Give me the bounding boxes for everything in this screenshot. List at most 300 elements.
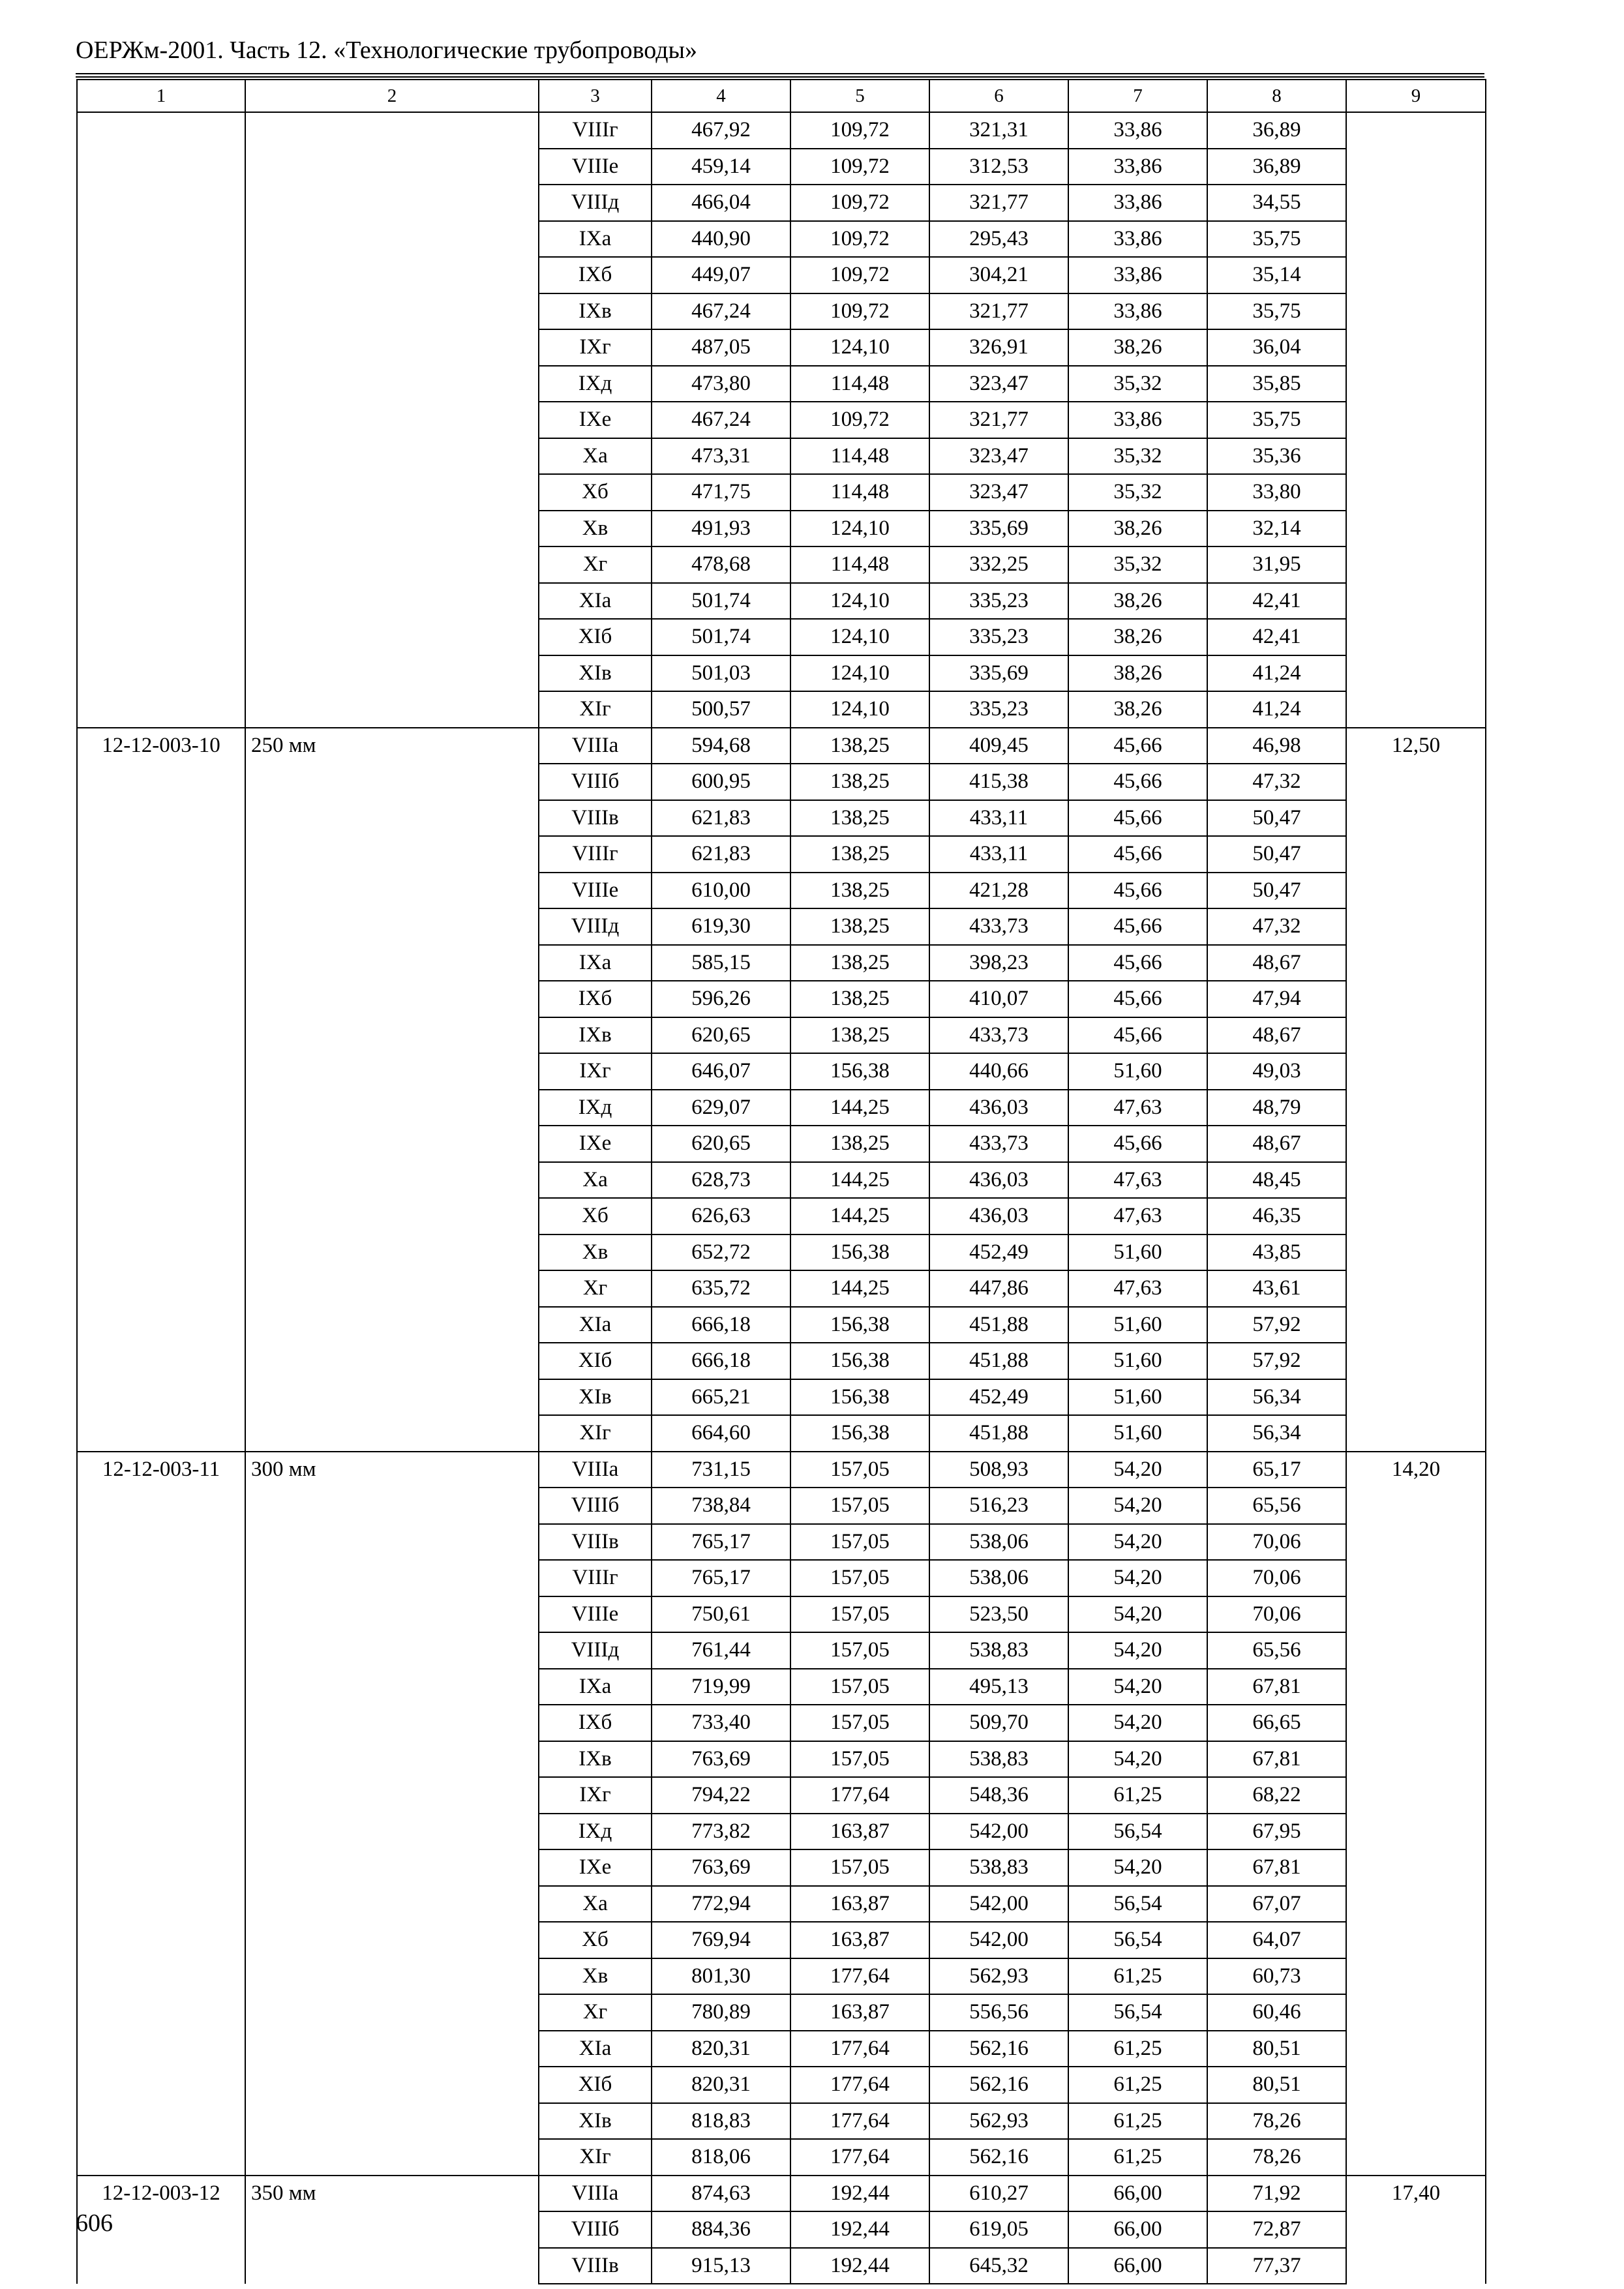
wages-cell: 109,72 xyxy=(790,112,929,149)
pipe-size-cell: 300 мм xyxy=(245,1452,539,2176)
materials-cell: 67,81 xyxy=(1207,1669,1346,1705)
materials-cell: 47,32 xyxy=(1207,908,1346,945)
machinist-wages-cell: 51,60 xyxy=(1068,1234,1207,1271)
machines-cell: 548,36 xyxy=(929,1777,1068,1814)
machinist-wages-cell: 38,26 xyxy=(1068,511,1207,547)
materials-cell: 48,79 xyxy=(1207,1090,1346,1126)
machines-cell: 433,73 xyxy=(929,908,1068,945)
wages-cell: 109,72 xyxy=(790,293,929,330)
machines-cell: 410,07 xyxy=(929,981,1068,1017)
wages-cell: 138,25 xyxy=(790,908,929,945)
total-cost-cell: 585,15 xyxy=(652,945,790,981)
machinist-wages-cell: 66,00 xyxy=(1068,2248,1207,2284)
category-cell: VIIIв xyxy=(539,800,652,837)
total-cost-cell: 621,83 xyxy=(652,836,790,873)
wages-cell: 138,25 xyxy=(790,981,929,1017)
machinist-wages-cell: 51,60 xyxy=(1068,1379,1207,1416)
total-cost-cell: 449,07 xyxy=(652,257,790,293)
category-cell: VIIIг xyxy=(539,836,652,873)
machines-cell: 323,47 xyxy=(929,438,1068,475)
machines-cell: 452,49 xyxy=(929,1379,1068,1416)
total-cost-cell: 629,07 xyxy=(652,1090,790,1126)
materials-cell: 50,47 xyxy=(1207,836,1346,873)
machinist-wages-cell: 33,86 xyxy=(1068,402,1207,438)
wages-cell: 124,10 xyxy=(790,619,929,655)
machinist-wages-cell: 33,86 xyxy=(1068,221,1207,258)
machines-cell: 436,03 xyxy=(929,1090,1068,1126)
total-cost-cell: 750,61 xyxy=(652,1596,790,1633)
category-cell: IXa xyxy=(539,1669,652,1705)
wages-cell: 109,72 xyxy=(790,185,929,221)
category-cell: XIв xyxy=(539,655,652,692)
category-cell: VIIIг xyxy=(539,112,652,149)
wages-cell: 144,25 xyxy=(790,1162,929,1199)
wages-cell: 156,38 xyxy=(790,1343,929,1379)
category-cell: IXд xyxy=(539,1814,652,1850)
category-cell: Xв xyxy=(539,511,652,547)
materials-cell: 48,45 xyxy=(1207,1162,1346,1199)
machinist-wages-cell: 45,66 xyxy=(1068,728,1207,764)
wages-cell: 156,38 xyxy=(790,1415,929,1452)
wages-cell: 177,64 xyxy=(790,2139,929,2176)
total-cost-cell: 620,65 xyxy=(652,1126,790,1162)
wages-cell: 109,72 xyxy=(790,257,929,293)
machinist-wages-cell: 45,66 xyxy=(1068,800,1207,837)
total-cost-cell: 761,44 xyxy=(652,1632,790,1669)
total-cost-cell: 884,36 xyxy=(652,2211,790,2248)
category-cell: IXв xyxy=(539,293,652,330)
materials-cell: 67,95 xyxy=(1207,1814,1346,1850)
wages-cell: 156,38 xyxy=(790,1379,929,1416)
category-cell: IXб xyxy=(539,1705,652,1741)
page-number: 606 xyxy=(76,2209,113,2237)
machines-cell: 538,83 xyxy=(929,1849,1068,1886)
wages-cell: 138,25 xyxy=(790,728,929,764)
pipe-size-cell: 250 мм xyxy=(245,728,539,1452)
machines-cell: 509,70 xyxy=(929,1705,1068,1741)
total-cost-cell: 459,14 xyxy=(652,149,790,185)
category-cell: IXe xyxy=(539,1126,652,1162)
total-cost-cell: 471,75 xyxy=(652,474,790,511)
materials-cell: 78,26 xyxy=(1207,2103,1346,2140)
machines-cell: 335,23 xyxy=(929,583,1068,620)
table-row xyxy=(77,728,1486,764)
pipe-size-cell xyxy=(245,112,539,728)
category-cell: VIIIб xyxy=(539,1488,652,1524)
machinist-wages-cell: 45,66 xyxy=(1068,945,1207,981)
materials-cell: 64,07 xyxy=(1207,1922,1346,1958)
total-cost-cell: 487,05 xyxy=(652,329,790,366)
machinist-wages-cell: 54,20 xyxy=(1068,1705,1207,1741)
machines-cell: 538,06 xyxy=(929,1560,1068,1596)
page-header-title: ОЕРЖм-2001. Часть 12. «Технологические трубопроводы» xyxy=(76,37,698,64)
total-cost-cell: 731,15 xyxy=(652,1452,790,1488)
category-cell: XIб xyxy=(539,2067,652,2103)
machinist-wages-cell: 38,26 xyxy=(1068,329,1207,366)
machinist-wages-cell: 66,00 xyxy=(1068,2211,1207,2248)
total-cost-cell: 594,68 xyxy=(652,728,790,764)
machines-cell: 452,49 xyxy=(929,1234,1068,1271)
machines-cell: 433,73 xyxy=(929,1017,1068,1054)
machinist-wages-cell: 54,20 xyxy=(1068,1596,1207,1633)
machines-cell: 409,45 xyxy=(929,728,1068,764)
machinist-wages-cell: 47,63 xyxy=(1068,1090,1207,1126)
wages-cell: 138,25 xyxy=(790,1017,929,1054)
materials-cell: 57,92 xyxy=(1207,1307,1346,1343)
category-cell: VIIIд xyxy=(539,1632,652,1669)
rate-code-cell: 12-12-003-10 xyxy=(77,728,245,1452)
machinist-wages-cell: 33,86 xyxy=(1068,257,1207,293)
machinist-wages-cell: 33,86 xyxy=(1068,293,1207,330)
category-cell: Xг xyxy=(539,1270,652,1307)
rate-code-cell xyxy=(77,112,245,728)
total-cost-cell: 467,24 xyxy=(652,402,790,438)
machinist-wages-cell: 45,66 xyxy=(1068,764,1207,800)
machinist-wages-cell: 51,60 xyxy=(1068,1307,1207,1343)
wages-cell: 157,05 xyxy=(790,1488,929,1524)
total-cost-cell: 765,17 xyxy=(652,1560,790,1596)
header-rule-bottom xyxy=(76,76,1484,78)
wages-cell: 157,05 xyxy=(790,1452,929,1488)
total-cost-cell: 666,18 xyxy=(652,1343,790,1379)
materials-cell: 57,92 xyxy=(1207,1343,1346,1379)
category-cell: XIг xyxy=(539,691,652,728)
total-cost-cell: 466,04 xyxy=(652,185,790,221)
materials-cell: 60,73 xyxy=(1207,1958,1346,1995)
materials-cell: 32,14 xyxy=(1207,511,1346,547)
total-cost-cell: 780,89 xyxy=(652,1994,790,2031)
wages-cell: 157,05 xyxy=(790,1849,929,1886)
machines-cell: 312,53 xyxy=(929,149,1068,185)
category-cell: VIIIд xyxy=(539,185,652,221)
materials-cell: 67,07 xyxy=(1207,1886,1346,1922)
materials-cell: 48,67 xyxy=(1207,1126,1346,1162)
category-cell: VIIIб xyxy=(539,764,652,800)
wages-cell: 157,05 xyxy=(790,1596,929,1633)
total-cost-cell: 626,63 xyxy=(652,1198,790,1234)
wages-cell: 124,10 xyxy=(790,511,929,547)
category-cell: VIIIa xyxy=(539,1452,652,1488)
column-number: 9 xyxy=(1346,80,1486,112)
total-cost-cell: 596,26 xyxy=(652,981,790,1017)
machines-cell: 433,73 xyxy=(929,1126,1068,1162)
total-cost-cell: 478,68 xyxy=(652,546,790,583)
total-cost-cell: 628,73 xyxy=(652,1162,790,1199)
materials-cell: 50,47 xyxy=(1207,873,1346,909)
machinist-wages-cell: 47,63 xyxy=(1068,1162,1207,1199)
total-cost-cell: 874,63 xyxy=(652,2176,790,2212)
machinist-wages-cell: 33,86 xyxy=(1068,149,1207,185)
machines-cell: 436,03 xyxy=(929,1162,1068,1199)
machinist-wages-cell: 38,26 xyxy=(1068,583,1207,620)
machinist-wages-cell: 56,54 xyxy=(1068,1922,1207,1958)
wages-cell: 138,25 xyxy=(790,1126,929,1162)
machines-cell: 323,47 xyxy=(929,366,1068,402)
wages-cell: 124,10 xyxy=(790,583,929,620)
wages-cell: 138,25 xyxy=(790,945,929,981)
wages-cell: 114,48 xyxy=(790,546,929,583)
materials-cell: 35,14 xyxy=(1207,257,1346,293)
wages-cell: 157,05 xyxy=(790,1560,929,1596)
machines-cell: 335,69 xyxy=(929,511,1068,547)
total-cost-cell: 619,30 xyxy=(652,908,790,945)
materials-cell: 41,24 xyxy=(1207,655,1346,692)
machinist-wages-cell: 66,00 xyxy=(1068,2176,1207,2212)
wages-cell: 177,64 xyxy=(790,1777,929,1814)
wages-cell: 157,05 xyxy=(790,1741,929,1778)
materials-cell: 70,06 xyxy=(1207,1560,1346,1596)
machinist-wages-cell: 54,20 xyxy=(1068,1560,1207,1596)
machines-cell: 538,06 xyxy=(929,1524,1068,1561)
machines-cell: 562,93 xyxy=(929,1958,1068,1995)
wages-cell: 192,44 xyxy=(790,2211,929,2248)
machines-cell: 451,88 xyxy=(929,1415,1068,1452)
category-cell: IXв xyxy=(539,1741,652,1778)
materials-cell: 56,34 xyxy=(1207,1415,1346,1452)
machinist-wages-cell: 33,86 xyxy=(1068,112,1207,149)
wages-cell: 109,72 xyxy=(790,402,929,438)
materials-cell: 33,80 xyxy=(1207,474,1346,511)
wages-cell: 109,72 xyxy=(790,221,929,258)
machinist-wages-cell: 54,20 xyxy=(1068,1632,1207,1669)
materials-cell: 47,94 xyxy=(1207,981,1346,1017)
wages-cell: 124,10 xyxy=(790,329,929,366)
machinist-wages-cell: 61,25 xyxy=(1068,1958,1207,1995)
materials-cell: 46,98 xyxy=(1207,728,1346,764)
materials-cell: 47,32 xyxy=(1207,764,1346,800)
category-cell: VIIIв xyxy=(539,2248,652,2284)
total-cost-cell: 473,31 xyxy=(652,438,790,475)
machinist-wages-cell: 56,54 xyxy=(1068,1814,1207,1850)
machines-cell: 335,69 xyxy=(929,655,1068,692)
machinist-wages-cell: 38,26 xyxy=(1068,691,1207,728)
materials-cell: 65,17 xyxy=(1207,1452,1346,1488)
total-cost-cell: 620,65 xyxy=(652,1017,790,1054)
total-cost-cell: 610,00 xyxy=(652,873,790,909)
machinist-wages-cell: 35,32 xyxy=(1068,438,1207,475)
category-cell: IXд xyxy=(539,1090,652,1126)
category-cell: IXг xyxy=(539,329,652,366)
total-cost-cell: 733,40 xyxy=(652,1705,790,1741)
wages-cell: 156,38 xyxy=(790,1307,929,1343)
category-cell: Xв xyxy=(539,1958,652,1995)
machinist-wages-cell: 33,86 xyxy=(1068,185,1207,221)
labor-cost-cell: 12,50 xyxy=(1346,728,1486,1452)
total-cost-cell: 652,72 xyxy=(652,1234,790,1271)
labor-cost-cell: 14,20 xyxy=(1346,1452,1486,2176)
wages-cell: 177,64 xyxy=(790,1958,929,1995)
column-number: 3 xyxy=(539,80,652,112)
materials-cell: 67,81 xyxy=(1207,1849,1346,1886)
materials-cell: 46,35 xyxy=(1207,1198,1346,1234)
wages-cell: 192,44 xyxy=(790,2248,929,2284)
total-cost-cell: 820,31 xyxy=(652,2067,790,2103)
category-cell: Xв xyxy=(539,1234,652,1271)
column-number: 5 xyxy=(790,80,929,112)
machines-cell: 447,86 xyxy=(929,1270,1068,1307)
total-cost-cell: 440,90 xyxy=(652,221,790,258)
materials-cell: 48,67 xyxy=(1207,1017,1346,1054)
machines-cell: 619,05 xyxy=(929,2211,1068,2248)
materials-cell: 60,46 xyxy=(1207,1994,1346,2031)
machines-cell: 321,31 xyxy=(929,112,1068,149)
machinist-wages-cell: 45,66 xyxy=(1068,836,1207,873)
machines-cell: 495,13 xyxy=(929,1669,1068,1705)
machinist-wages-cell: 54,20 xyxy=(1068,1669,1207,1705)
total-cost-cell: 818,06 xyxy=(652,2139,790,2176)
materials-cell: 48,67 xyxy=(1207,945,1346,981)
wages-cell: 163,87 xyxy=(790,1814,929,1850)
category-cell: Xб xyxy=(539,474,652,511)
total-cost-cell: 664,60 xyxy=(652,1415,790,1452)
total-cost-cell: 820,31 xyxy=(652,2031,790,2067)
machinist-wages-cell: 51,60 xyxy=(1068,1053,1207,1090)
wages-cell: 144,25 xyxy=(790,1270,929,1307)
category-cell: Xa xyxy=(539,1886,652,1922)
machinist-wages-cell: 54,20 xyxy=(1068,1524,1207,1561)
rates-table-body xyxy=(77,80,1486,2284)
pipe-size-cell: 350 мм xyxy=(245,2176,539,2284)
total-cost-cell: 773,82 xyxy=(652,1814,790,1850)
total-cost-cell: 666,18 xyxy=(652,1307,790,1343)
machinist-wages-cell: 35,32 xyxy=(1068,474,1207,511)
materials-cell: 67,81 xyxy=(1207,1741,1346,1778)
machines-cell: 562,93 xyxy=(929,2103,1068,2140)
machinist-wages-cell: 45,66 xyxy=(1068,981,1207,1017)
total-cost-cell: 501,74 xyxy=(652,619,790,655)
machines-cell: 542,00 xyxy=(929,1814,1068,1850)
total-cost-cell: 491,93 xyxy=(652,511,790,547)
materials-cell: 41,24 xyxy=(1207,691,1346,728)
materials-cell: 65,56 xyxy=(1207,1488,1346,1524)
category-cell: XIг xyxy=(539,1415,652,1452)
wages-cell: 124,10 xyxy=(790,691,929,728)
machinist-wages-cell: 45,66 xyxy=(1068,1017,1207,1054)
category-cell: VIIIe xyxy=(539,149,652,185)
total-cost-cell: 794,22 xyxy=(652,1777,790,1814)
machines-cell: 304,21 xyxy=(929,257,1068,293)
table-row xyxy=(77,112,1486,149)
wages-cell: 144,25 xyxy=(790,1090,929,1126)
wages-cell: 138,25 xyxy=(790,764,929,800)
category-cell: XIб xyxy=(539,619,652,655)
total-cost-cell: 500,57 xyxy=(652,691,790,728)
machinist-wages-cell: 35,32 xyxy=(1068,366,1207,402)
materials-cell: 80,51 xyxy=(1207,2067,1346,2103)
category-cell: IXд xyxy=(539,366,652,402)
machinist-wages-cell: 38,26 xyxy=(1068,655,1207,692)
table-row xyxy=(77,2176,1486,2212)
machines-cell: 321,77 xyxy=(929,185,1068,221)
total-cost-cell: 763,69 xyxy=(652,1741,790,1778)
materials-cell: 72,87 xyxy=(1207,2211,1346,2248)
category-cell: Xa xyxy=(539,438,652,475)
wages-cell: 109,72 xyxy=(790,149,929,185)
total-cost-cell: 467,92 xyxy=(652,112,790,149)
category-cell: Xг xyxy=(539,546,652,583)
wages-cell: 177,64 xyxy=(790,2067,929,2103)
machines-cell: 542,00 xyxy=(929,1922,1068,1958)
total-cost-cell: 467,24 xyxy=(652,293,790,330)
materials-cell: 70,06 xyxy=(1207,1596,1346,1633)
machines-cell: 321,77 xyxy=(929,293,1068,330)
machines-cell: 451,88 xyxy=(929,1343,1068,1379)
materials-cell: 35,75 xyxy=(1207,293,1346,330)
column-number: 6 xyxy=(929,80,1068,112)
machines-cell: 295,43 xyxy=(929,221,1068,258)
category-cell: VIIIe xyxy=(539,873,652,909)
machinist-wages-cell: 56,54 xyxy=(1068,1994,1207,2031)
materials-cell: 35,85 xyxy=(1207,366,1346,402)
materials-cell: 78,26 xyxy=(1207,2139,1346,2176)
machines-cell: 538,83 xyxy=(929,1741,1068,1778)
materials-cell: 36,89 xyxy=(1207,112,1346,149)
total-cost-cell: 665,21 xyxy=(652,1379,790,1416)
category-cell: XIa xyxy=(539,583,652,620)
machinist-wages-cell: 61,25 xyxy=(1068,2031,1207,2067)
wages-cell: 114,48 xyxy=(790,474,929,511)
wages-cell: 144,25 xyxy=(790,1198,929,1234)
wages-cell: 157,05 xyxy=(790,1669,929,1705)
machines-cell: 645,32 xyxy=(929,2248,1068,2284)
materials-cell: 43,85 xyxy=(1207,1234,1346,1271)
total-cost-cell: 719,99 xyxy=(652,1669,790,1705)
total-cost-cell: 473,80 xyxy=(652,366,790,402)
category-cell: Xг xyxy=(539,1994,652,2031)
category-cell: XIa xyxy=(539,2031,652,2067)
machines-cell: 415,38 xyxy=(929,764,1068,800)
labor-cost-cell: 17,40 xyxy=(1346,2176,1486,2284)
total-cost-cell: 765,17 xyxy=(652,1524,790,1561)
machines-cell: 332,25 xyxy=(929,546,1068,583)
machinist-wages-cell: 38,26 xyxy=(1068,619,1207,655)
machinist-wages-cell: 61,25 xyxy=(1068,2067,1207,2103)
machines-cell: 335,23 xyxy=(929,619,1068,655)
wages-cell: 157,05 xyxy=(790,1524,929,1561)
category-cell: XIг xyxy=(539,2139,652,2176)
category-cell: IXa xyxy=(539,945,652,981)
machines-cell: 542,00 xyxy=(929,1886,1068,1922)
machines-cell: 523,50 xyxy=(929,1596,1068,1633)
materials-cell: 31,95 xyxy=(1207,546,1346,583)
category-cell: IXб xyxy=(539,257,652,293)
machines-cell: 421,28 xyxy=(929,873,1068,909)
machinist-wages-cell: 56,54 xyxy=(1068,1886,1207,1922)
wages-cell: 192,44 xyxy=(790,2176,929,2212)
materials-cell: 36,04 xyxy=(1207,329,1346,366)
total-cost-cell: 646,07 xyxy=(652,1053,790,1090)
category-cell: IXв xyxy=(539,1017,652,1054)
materials-cell: 36,89 xyxy=(1207,149,1346,185)
materials-cell: 49,03 xyxy=(1207,1053,1346,1090)
machinist-wages-cell: 54,20 xyxy=(1068,1741,1207,1778)
category-cell: Xб xyxy=(539,1922,652,1958)
category-cell: IXг xyxy=(539,1777,652,1814)
materials-cell: 77,37 xyxy=(1207,2248,1346,2284)
total-cost-cell: 801,30 xyxy=(652,1958,790,1995)
rate-code-cell: 12-12-003-11 xyxy=(77,1452,245,2176)
total-cost-cell: 772,94 xyxy=(652,1886,790,1922)
category-cell: IXe xyxy=(539,1849,652,1886)
category-cell: IXe xyxy=(539,402,652,438)
machines-cell: 562,16 xyxy=(929,2031,1068,2067)
category-cell: VIIIг xyxy=(539,1560,652,1596)
machinist-wages-cell: 45,66 xyxy=(1068,1126,1207,1162)
machines-cell: 508,93 xyxy=(929,1452,1068,1488)
column-number-row xyxy=(77,80,1486,112)
category-cell: VIIIa xyxy=(539,2176,652,2212)
materials-cell: 56,34 xyxy=(1207,1379,1346,1416)
